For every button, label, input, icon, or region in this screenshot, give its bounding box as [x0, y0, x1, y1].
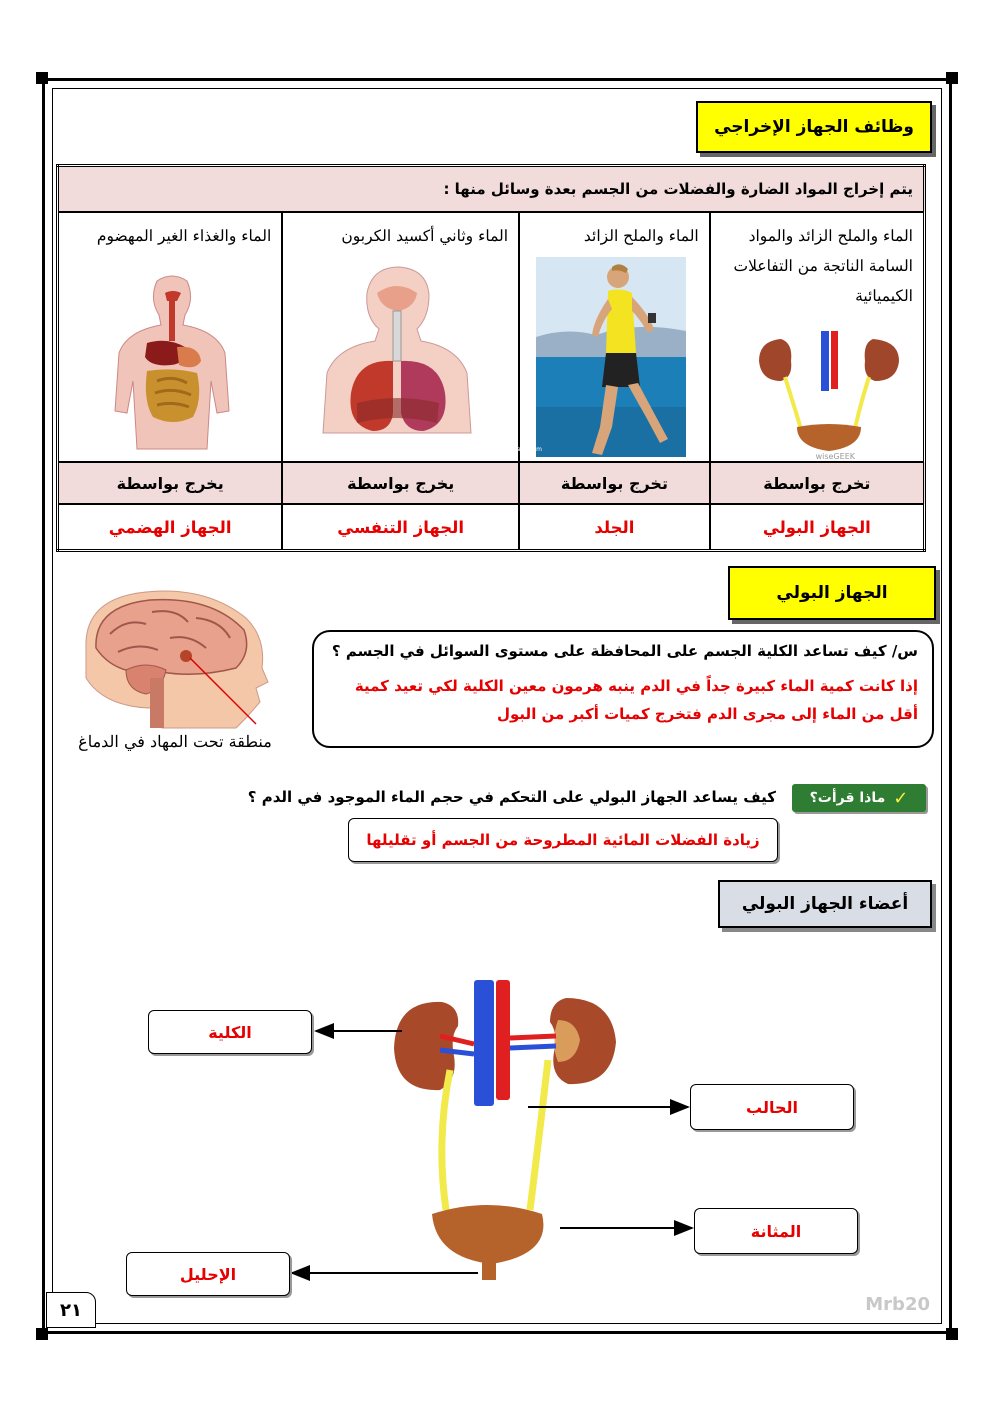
label-urethra: الإحليل: [126, 1252, 290, 1296]
digestive-text: الماء والغذاء الغير المهضوم: [96, 227, 272, 245]
reading-question: كيف يساعد الجهاز البولي على التحكم في حجم الماء الموجود في الدم ؟: [247, 788, 776, 806]
checkmark-icon: ✓: [893, 787, 909, 809]
urinary-system-label: الجهاز البولي: [710, 504, 925, 551]
skin-image-watermark: aliqiyady.com: [501, 446, 543, 453]
section-title-functions: وظائف الجهاز الإخراجي: [696, 101, 932, 153]
skin-via: تخرج بواسطة: [519, 462, 710, 504]
skin-system-label: الجلد: [519, 504, 710, 551]
answer-text: إذا كانت كمية الماء كبيرة جداً في الدم ينبه هرمون معين الكلية لكي تعيد كمية أقل من الماء إلى مجرى الدم فتخرج كميات أكبر من البول: [354, 677, 918, 723]
brain-caption: منطقة تحت المهاد في الدماغ: [78, 732, 272, 751]
table-intro: يتم إخراج المواد الضارة والفضلات من الجسم بعدة وسائل منها :: [58, 166, 925, 213]
urinary-text: الماء والملح الزائد والمواد السامة الناتجة من التفاعلات الكيميائية: [733, 227, 913, 305]
section-title-organs: أعضاء الجهاز البولي: [718, 880, 932, 928]
page-number: ٢١: [46, 1292, 96, 1328]
author-watermark: Mrb20: [865, 1294, 930, 1315]
skin-text: الماء والملح الزائد: [583, 227, 699, 245]
kidney-image-watermark: wiseGEEK: [815, 452, 855, 461]
label-kidney: الكلية: [148, 1010, 312, 1054]
respiratory-system-label: الجهاز التنفسي: [282, 504, 519, 551]
reading-answer-box: زيادة الفضلات المائية المطروحة من الجسم أو تقليلها: [348, 818, 778, 862]
question-text: س/ كيف تساعد الكلية الجسم على المحافظة على مستوى السوائل في الجسم ؟: [331, 642, 918, 660]
digestive-via: يخرج بواسطة: [58, 462, 283, 504]
respiratory-text: الماء وثاني أكسيد الكربون: [341, 227, 509, 245]
digestive-system-label: الجهاز الهضمي: [58, 504, 283, 551]
reading-badge-label: ماذا قرأت؟: [809, 790, 886, 806]
label-bladder: المثانة: [694, 1208, 858, 1254]
section-title-urinary: الجهاز البولي: [728, 566, 936, 620]
respiratory-via: يخرج بواسطة: [282, 462, 519, 504]
urinary-via: تخرج بواسطة: [710, 462, 925, 504]
label-ureter: الحالب: [690, 1084, 854, 1130]
